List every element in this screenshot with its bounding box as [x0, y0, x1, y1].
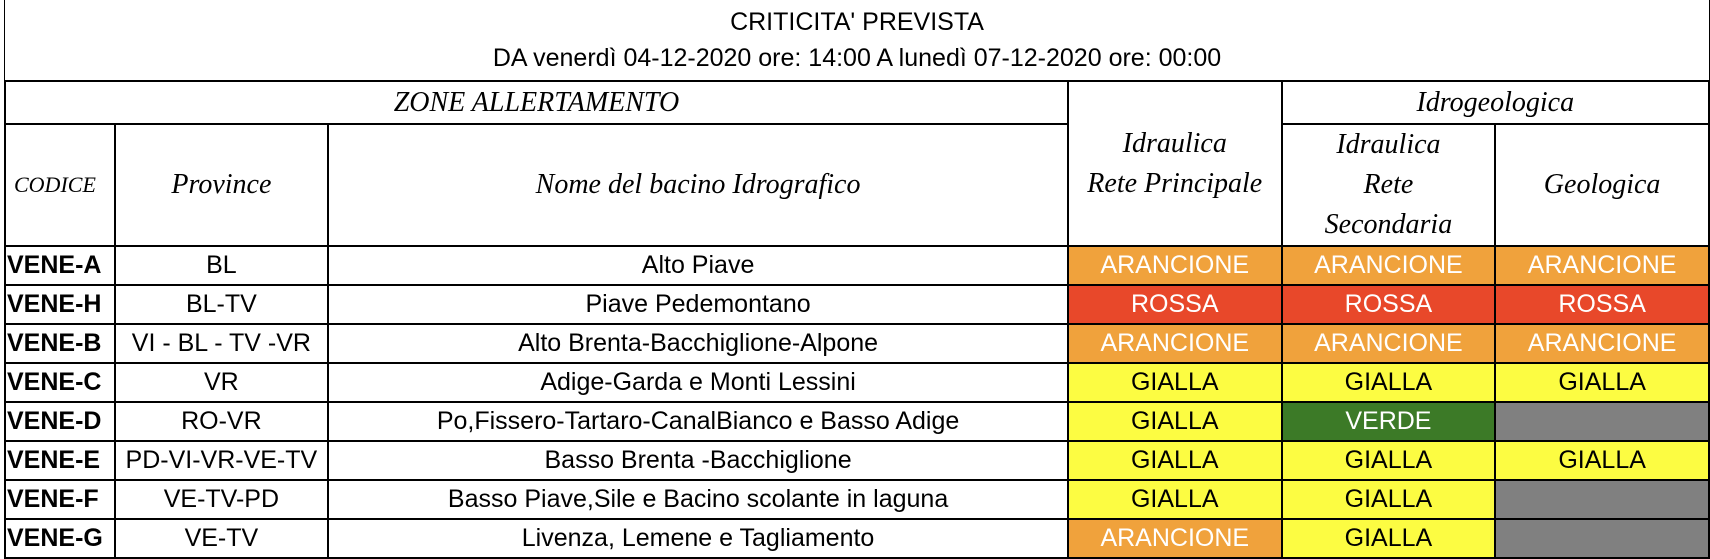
level-geologica-cell: GIALLA: [1495, 363, 1709, 402]
basin-name-cell: Basso Brenta -Bacchiglione: [328, 441, 1068, 480]
table-row: [5, 480, 1709, 519]
zone-code-cell: VENE-A: [5, 246, 115, 285]
zone-code-cell: VENE-E: [5, 441, 115, 480]
basin-name-cell: Livenza, Lemene e Tagliamento: [328, 519, 1068, 558]
basin-name-cell: Adige-Garda e Monti Lessini: [328, 363, 1068, 402]
zone-code-cell: VENE-C: [5, 363, 115, 402]
province-cell: VE-TV: [115, 519, 329, 558]
basin-name-cell: Alto Piave: [328, 246, 1068, 285]
province-cell: BL: [115, 246, 329, 285]
zone-code-cell: VENE-F: [5, 480, 115, 519]
province-cell: RO-VR: [115, 402, 329, 441]
province-cell: VR: [115, 363, 329, 402]
basin-name-cell: Basso Piave,Sile e Bacino scolante in laguna: [328, 480, 1068, 519]
level-geologica-cell: GIALLA: [1495, 441, 1709, 480]
validity-period: DA venerdì 04-12-2020 ore: 14:00 A lunedì 07-12-2020 ore: 00:00: [492, 44, 1222, 72]
col-header-code: CODICE: [5, 124, 115, 246]
basin-name-cell: Piave Pedemontano: [328, 285, 1068, 324]
level-rete-principale-cell: ARANCIONE: [1068, 246, 1282, 285]
col-header-rete-secondaria-line3: Secondaria: [1324, 209, 1453, 240]
basin-name-cell: Alto Brenta-Bacchiglione-Alpone: [328, 324, 1068, 363]
zone-code-cell: VENE-G: [5, 519, 115, 558]
basin-name-cell: Po,Fissero-Tartaro-CanalBianco e Basso Adige: [328, 402, 1068, 441]
col-header-province: Province: [115, 124, 329, 246]
level-rete-secondaria-cell: GIALLA: [1282, 363, 1496, 402]
table-row: [5, 441, 1709, 480]
col-header-rete-secondaria-line1: Idraulica: [1336, 129, 1441, 160]
level-geologica-cell: [1495, 480, 1709, 519]
table-row: [5, 285, 1709, 324]
criticality-table: [4, 80, 1710, 559]
idrogeologica-group-header: Idrogeologica: [1282, 81, 1709, 124]
level-geologica-cell: ARANCIONE: [1495, 246, 1709, 285]
level-rete-secondaria-cell: GIALLA: [1282, 480, 1496, 519]
col-header-rete-secondaria: [1282, 124, 1496, 246]
level-rete-principale-cell: GIALLA: [1068, 402, 1282, 441]
col-header-rete-principale: [1068, 81, 1282, 246]
province-cell: PD-VI-VR-VE-TV: [115, 441, 329, 480]
col-header-rete-secondaria-line2: Rete: [1363, 169, 1414, 200]
col-header-basin: Nome del bacino Idrografico: [328, 124, 1068, 246]
level-rete-secondaria-cell: ROSSA: [1282, 285, 1496, 324]
level-rete-secondaria-cell: GIALLA: [1282, 519, 1496, 558]
table-row: [5, 519, 1709, 558]
level-rete-secondaria-cell: ARANCIONE: [1282, 246, 1496, 285]
zone-code-cell: VENE-D: [5, 402, 115, 441]
level-rete-principale-cell: GIALLA: [1068, 441, 1282, 480]
province-cell: VI - BL - TV -VR: [115, 324, 329, 363]
level-geologica-cell: ARANCIONE: [1495, 324, 1709, 363]
level-rete-secondaria-cell: ARANCIONE: [1282, 324, 1496, 363]
table-row: [5, 324, 1709, 363]
level-rete-secondaria-cell: VERDE: [1282, 402, 1496, 441]
level-rete-principale-cell: GIALLA: [1068, 363, 1282, 402]
col-header-rete-principale-line2: Rete Principale: [1087, 167, 1263, 199]
level-geologica-cell: [1495, 519, 1709, 558]
col-header-rete-principale-line1: Idraulica: [1122, 127, 1227, 159]
level-rete-principale-cell: ROSSA: [1068, 285, 1282, 324]
level-rete-principale-cell: ARANCIONE: [1068, 324, 1282, 363]
table-row: [5, 246, 1709, 285]
level-geologica-cell: [1495, 402, 1709, 441]
zone-code-cell: VENE-H: [5, 285, 115, 324]
province-cell: BL-TV: [115, 285, 329, 324]
province-cell: VE-TV-PD: [115, 480, 329, 519]
level-rete-principale-cell: GIALLA: [1068, 480, 1282, 519]
level-rete-principale-cell: ARANCIONE: [1068, 519, 1282, 558]
page-title: CRITICITA' PREVISTA: [730, 8, 984, 36]
table-row: [5, 402, 1709, 441]
title-box: [4, 0, 1710, 80]
table-row: [5, 363, 1709, 402]
zone-group-header: ZONE ALLERTAMENTO: [5, 81, 1068, 124]
col-header-geologica: Geologica: [1495, 124, 1709, 246]
level-rete-secondaria-cell: GIALLA: [1282, 441, 1496, 480]
level-geologica-cell: ROSSA: [1495, 285, 1709, 324]
zone-code-cell: VENE-B: [5, 324, 115, 363]
